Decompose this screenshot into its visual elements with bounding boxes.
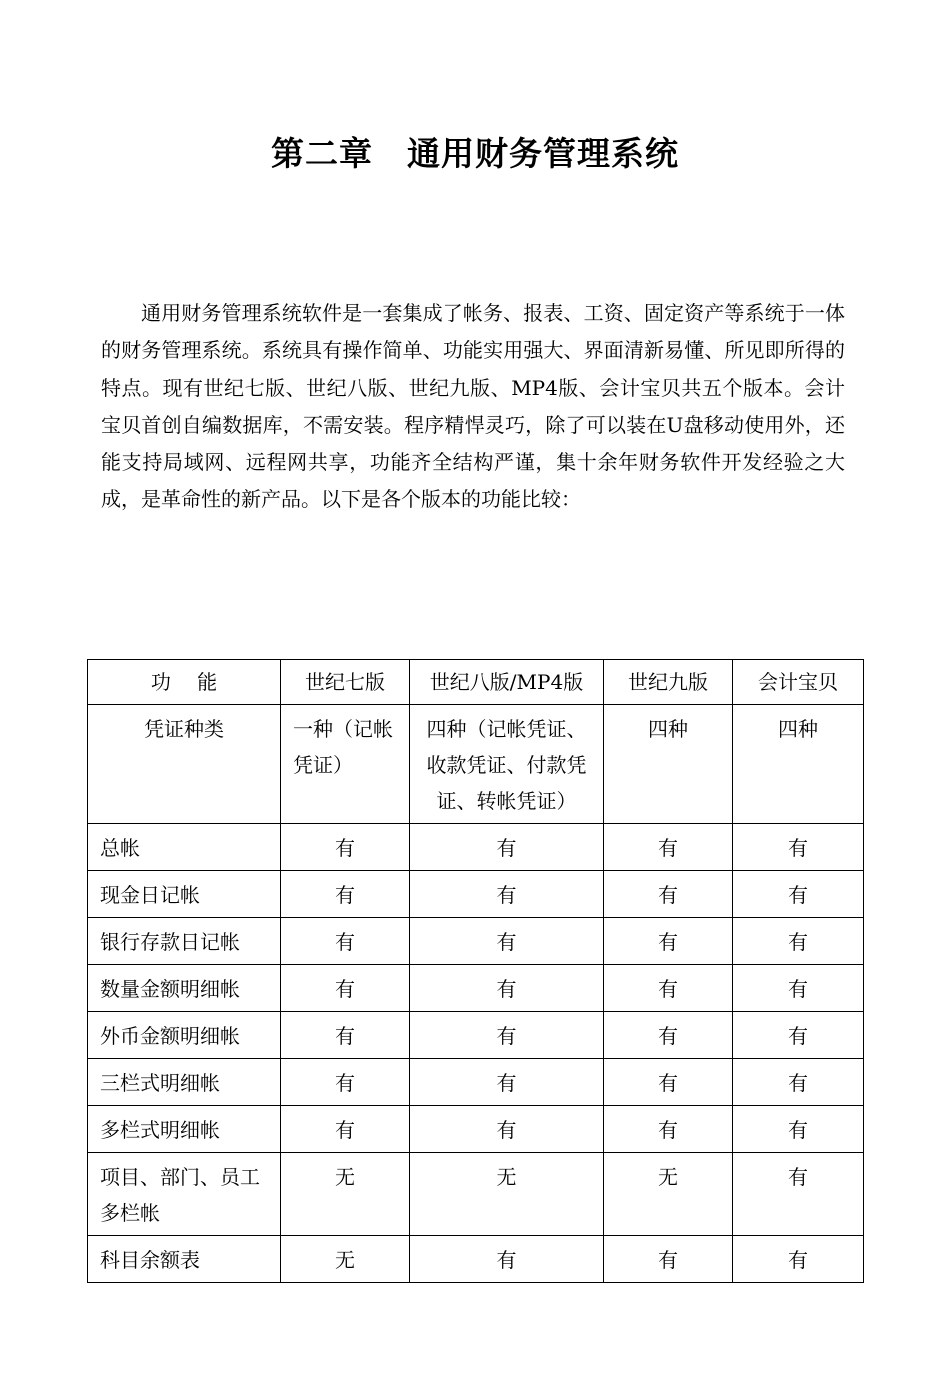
value-cell: 有 [733,1153,864,1236]
header-v7: 世纪七版 [281,660,410,705]
intro-paragraph: 通用财务管理系统软件是一套集成了帐务、报表、工资、固定资产等系统于一体的财务管理系统。系统具有操作简单、功能实用强大、界面清新易懂、所见即所得的特点。现有世纪七版、世纪八版、世纪九版、MP4版、会计宝贝共五个版本。会计宝贝首创自编数据库，不需安装。程序精悍灵巧，除了可以装在U盘移动使用外，还能支持局域网、远程网共享，功能齐全结构严谨，集十余年财务软件开发经验之大成，是革命性的新产品。以下是各个版本的功能比较： [101,301,845,512]
value-cell: 有 [281,1012,410,1059]
feature-cell: 项目、部门、员工多栏帐 [88,1153,281,1236]
value-cell: 有 [604,918,733,965]
header-v8-mp4: 世纪八版/MP4版 [410,660,604,705]
feature-cell: 三栏式明细帐 [88,1059,281,1106]
table-row [88,1236,864,1283]
feature-cell: 数量金额明细帐 [88,965,281,1012]
value-cell: 一种（记帐凭证） [281,705,410,824]
header-feature: 功 能 [88,660,281,705]
value-cell: 四种 [604,705,733,824]
value-cell: 无 [410,1153,604,1236]
value-cell: 有 [281,824,410,871]
value-cell: 有 [410,1059,604,1106]
table-row [88,1106,864,1153]
version-comparison-table [87,659,864,1283]
header-v9: 世纪九版 [604,660,733,705]
value-cell: 有 [281,1059,410,1106]
feature-cell: 银行存款日记帐 [88,918,281,965]
table-row [88,824,864,871]
value-cell: 有 [733,965,864,1012]
value-cell: 有 [410,824,604,871]
value-cell: 有 [604,871,733,918]
value-cell: 有 [733,918,864,965]
value-cell: 有 [604,1106,733,1153]
value-cell: 有 [604,1059,733,1106]
value-cell: 有 [733,1059,864,1106]
value-cell: 有 [733,871,864,918]
value-cell: 有 [733,1106,864,1153]
value-cell: 有 [604,1012,733,1059]
feature-cell: 现金日记帐 [88,871,281,918]
value-cell: 有 [733,1012,864,1059]
table-row [88,1012,864,1059]
value-cell: 有 [410,1236,604,1283]
feature-cell: 多栏式明细帐 [88,1106,281,1153]
value-cell: 有 [604,824,733,871]
table-row [88,918,864,965]
header-kuaijibaobei: 会计宝贝 [733,660,864,705]
table-row [88,965,864,1012]
value-cell: 有 [733,824,864,871]
value-cell: 有 [281,965,410,1012]
value-cell: 有 [410,965,604,1012]
value-cell: 无 [281,1236,410,1283]
value-cell: 有 [410,1106,604,1153]
value-cell: 有 [604,965,733,1012]
value-cell: 有 [281,1106,410,1153]
table-header-row [88,660,864,705]
table-row [88,1059,864,1106]
value-cell: 有 [281,918,410,965]
value-cell: 四种 [733,705,864,824]
value-cell: 四种（记帐凭证、收款凭证、付款凭证、转帐凭证） [410,705,604,824]
value-cell: 有 [604,1236,733,1283]
table-row [88,705,864,824]
page-title: 第二章 通用财务管理系统 [271,134,679,173]
table-row [88,871,864,918]
value-cell: 有 [410,871,604,918]
feature-cell: 外币金额明细帐 [88,1012,281,1059]
feature-cell: 总帐 [88,824,281,871]
feature-cell: 凭证种类 [88,705,281,824]
value-cell: 无 [604,1153,733,1236]
value-cell: 有 [410,1012,604,1059]
table-row [88,1153,864,1236]
value-cell: 有 [281,871,410,918]
value-cell: 有 [410,918,604,965]
value-cell: 无 [281,1153,410,1236]
feature-cell: 科目余额表 [88,1236,281,1283]
value-cell: 有 [733,1236,864,1283]
